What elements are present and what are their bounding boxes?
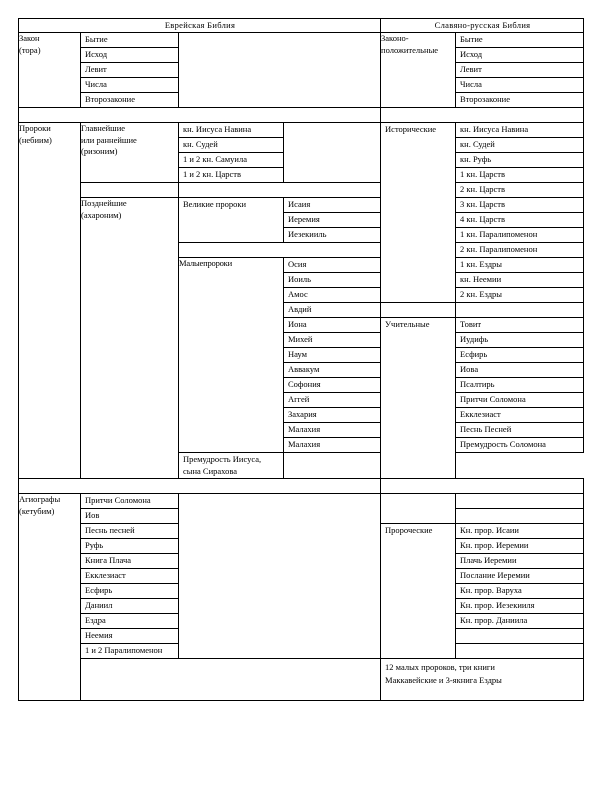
- cell-text: 1 и 2 кн. Самуила: [183, 154, 247, 165]
- inner-spacer: [81, 183, 179, 198]
- book-historical: [456, 213, 584, 228]
- book-law: [81, 33, 179, 48]
- book-hagiographa: [81, 584, 179, 599]
- cell-text: 2 кн. Паралипоменон: [460, 244, 538, 255]
- book-minor-prophets: [284, 348, 381, 363]
- cell-text: Есфирь: [85, 585, 113, 596]
- group-label-hagiographa: Агиографы (кетубим): [19, 494, 81, 701]
- cell-text: Левит: [460, 64, 482, 75]
- cell-text: Левит: [85, 64, 107, 75]
- group-label-former-prophets: Главнейшие или раннейшие (ризоним): [81, 123, 179, 183]
- bible-canon-comparison-table: [18, 18, 584, 701]
- book-minor-prophets: [284, 393, 381, 408]
- book-minor-prophets: [284, 318, 381, 333]
- table-row: [19, 198, 584, 213]
- group-label-legislative: Законо- положительные: [381, 33, 456, 108]
- inner-spacer: [179, 243, 381, 258]
- book-didactic: [456, 318, 584, 333]
- section-spacer-right: [381, 108, 584, 123]
- cell-text: Екклезиаст: [460, 409, 501, 420]
- book-didactic: [456, 348, 584, 363]
- cell-text: кн. Иисуса Навина: [460, 124, 529, 135]
- book-didactic: [456, 363, 584, 378]
- book-legislative: [456, 33, 584, 48]
- header-slavonic-bible: [381, 19, 584, 33]
- cell-text: Иудифь: [460, 334, 489, 345]
- header-hebrew-bible: [19, 19, 381, 33]
- prophetic-footnote: 12 малых пророков, три книги Маккавейские и 3-якнига Ездры: [381, 659, 584, 701]
- book-law: [81, 93, 179, 108]
- book-minor-prophets: [284, 258, 381, 273]
- table-row: [19, 19, 584, 33]
- cell-text: Захария: [288, 409, 317, 420]
- group-label-prophetic: [381, 524, 456, 659]
- book-law: [81, 78, 179, 93]
- book-prophetic: [456, 584, 584, 599]
- header-right-text: Славяно-русская Библия: [434, 20, 531, 30]
- cell-text: Бытие: [460, 34, 483, 45]
- book-hagiographa: [81, 494, 179, 509]
- book-minor-prophets: [284, 273, 381, 288]
- cell-text: Даниил: [85, 600, 113, 611]
- historical-label-text: Исторические: [385, 124, 437, 135]
- book-didactic: [456, 438, 584, 453]
- table-row: [19, 494, 584, 509]
- cell-text: кн. Руфь: [460, 154, 492, 165]
- cell-text: 1 кн. Паралипоменон: [460, 229, 538, 240]
- book-historical: [456, 198, 584, 213]
- book-hagiographa: [81, 614, 179, 629]
- cell-text: Михей: [288, 334, 313, 345]
- cell-text: Книга Плача: [85, 555, 132, 566]
- book-didactic: [456, 378, 584, 393]
- cell-text: 2 кн. Ездры: [460, 289, 503, 300]
- book-historical: [456, 153, 584, 168]
- book-legislative: [456, 48, 584, 63]
- prophetic-label-text: Пророческие: [385, 525, 433, 536]
- cell-text: Иоиль: [288, 274, 312, 285]
- table-row: [19, 108, 584, 123]
- book-minor-prophets: [284, 303, 381, 318]
- cell-text: Малахия: [288, 424, 321, 435]
- cell-text: Кн. прор. Исаии: [460, 525, 519, 536]
- book-didactic: [456, 333, 584, 348]
- cell-text: 1 кн. Царств: [460, 169, 505, 180]
- book-hagiographa: [81, 569, 179, 584]
- inner-spacer: [456, 303, 584, 318]
- empty-cell: [456, 644, 584, 659]
- book-minor-prophets: [284, 288, 381, 303]
- book-prophetic: [456, 599, 584, 614]
- cell-text: Числа: [460, 79, 482, 90]
- section-spacer-right: [381, 479, 584, 494]
- cell-text: Второзаконие: [85, 94, 135, 105]
- cell-text: кн. Неемии: [460, 274, 502, 285]
- inner-spacer: [381, 303, 456, 318]
- book-didactic: [456, 393, 584, 408]
- cell-text: Аввакум: [288, 364, 320, 375]
- empty-cell: [81, 659, 381, 701]
- group-label-law: Закон (тора): [19, 33, 81, 108]
- empty-cell: [456, 629, 584, 644]
- empty-cell: [456, 509, 584, 524]
- cell-text: Кн. прор. Даниила: [460, 615, 528, 626]
- cell-text: Второзаконие: [460, 94, 511, 105]
- cell-text: Иеремия: [288, 214, 320, 225]
- book-historical: [456, 138, 584, 153]
- book-former-prophets: [179, 153, 284, 168]
- book-major-prophets: [284, 228, 381, 243]
- table-row: [19, 659, 584, 701]
- major-prophets-label-text: Великие пророки: [183, 199, 247, 210]
- book-minor-prophets: [284, 438, 381, 453]
- group-label-prophets: Пророки (небиим): [19, 123, 81, 479]
- cell-text: Иезекииль: [288, 229, 327, 240]
- empty-cell: [179, 494, 381, 659]
- cell-text: Числа: [85, 79, 107, 90]
- cell-text: Кн. прор. Иезекииля: [460, 600, 535, 611]
- header-left-text: Еврейская Библия: [164, 20, 236, 30]
- inner-spacer: [179, 183, 381, 198]
- book-minor-prophets: [284, 378, 381, 393]
- book-hagiographa: [81, 629, 179, 644]
- minor-prophets-label-text: Малыепророки: [179, 258, 232, 269]
- cell-text: Осия: [288, 259, 307, 270]
- table-row: [19, 123, 584, 138]
- cell-text: Кн. прор. Иеремии: [460, 540, 529, 551]
- cell-text: Ездра: [85, 615, 106, 626]
- book-law: [81, 63, 179, 78]
- cell-text: 1 и 2 Паралипоменон: [85, 645, 163, 656]
- table-row: [19, 479, 584, 494]
- book-prophetic: [456, 539, 584, 554]
- book-historical: [456, 243, 584, 258]
- cell-text: Иов: [85, 510, 100, 521]
- cell-text: Есфирь: [460, 349, 488, 360]
- cell-text: Малахия: [288, 439, 321, 450]
- cell-text: Иона: [288, 319, 307, 330]
- cell-text: Премудрость Соломона: [460, 439, 546, 450]
- book-prophetic: [456, 524, 584, 539]
- cell-text: Премудрость Иисуса, сына Сирахова: [183, 454, 262, 476]
- cell-text: Исаия: [288, 199, 311, 210]
- cell-text: Притчи Соломона: [460, 394, 526, 405]
- cell-text: Кн. прор. Варуха: [460, 585, 522, 596]
- cell-text: 2 кн. Царств: [460, 184, 505, 195]
- cell-text: Товит: [460, 319, 482, 330]
- cell-text: Послание Иеремии: [460, 570, 530, 581]
- cell-text: Иова: [460, 364, 479, 375]
- book-major-prophets: [284, 213, 381, 228]
- cell-text: Псалтирь: [460, 379, 495, 390]
- group-label-major-prophets: [179, 198, 284, 243]
- cell-text: Песнь песней: [85, 525, 135, 536]
- empty-cell: [179, 33, 381, 108]
- empty-cell: [456, 494, 584, 509]
- book-historical: [456, 258, 584, 273]
- book-prophetic: [456, 569, 584, 584]
- cell-text: Амос: [288, 289, 308, 300]
- cell-text: Бытие: [85, 34, 108, 45]
- book-former-prophets: [179, 138, 284, 153]
- cell-text: Исход: [85, 49, 108, 60]
- cell-text: Екклезиаст: [85, 570, 126, 581]
- table-row: [19, 183, 584, 198]
- book-prophetic: [456, 614, 584, 629]
- cell-text: Софония: [288, 379, 321, 390]
- cell-text: Наум: [288, 349, 307, 360]
- empty-cell: [381, 494, 456, 524]
- cell-text: Плачь Иеремии: [460, 555, 517, 566]
- group-label-minor-prophets: [179, 258, 284, 453]
- book-historical: [456, 183, 584, 198]
- book-didactic: [179, 453, 284, 479]
- book-minor-prophets: [284, 423, 381, 438]
- group-label-didactic: [381, 318, 456, 479]
- cell-text: Аггей: [288, 394, 310, 405]
- book-major-prophets: [284, 198, 381, 213]
- book-historical: [456, 168, 584, 183]
- book-hagiographa: [81, 644, 179, 659]
- group-label-latter-prophets: Позднейшие (ахароним): [81, 198, 179, 479]
- book-minor-prophets: [284, 333, 381, 348]
- cell-text: 4 кн. Царств: [460, 214, 505, 225]
- book-historical: [456, 273, 584, 288]
- book-hagiographa: [81, 509, 179, 524]
- book-didactic: [456, 408, 584, 423]
- book-minor-prophets: [284, 363, 381, 378]
- book-prophetic: [456, 554, 584, 569]
- book-minor-prophets: [284, 408, 381, 423]
- cell-text: кн. Иисуса Навина: [183, 124, 252, 135]
- book-didactic: [456, 423, 584, 438]
- section-spacer-left: [19, 108, 381, 123]
- cell-text: кн. Судей: [183, 139, 218, 150]
- book-hagiographa: [81, 539, 179, 554]
- book-law: [81, 48, 179, 63]
- book-hagiographa: [81, 599, 179, 614]
- cell-text: 1 кн. Ездры: [460, 259, 503, 270]
- book-historical: [456, 288, 584, 303]
- book-historical: [456, 123, 584, 138]
- empty-cell: [284, 123, 381, 183]
- book-legislative: [456, 78, 584, 93]
- book-legislative: [456, 63, 584, 78]
- book-historical: [456, 228, 584, 243]
- book-former-prophets: [179, 168, 284, 183]
- book-hagiographa: [81, 554, 179, 569]
- table-row: [19, 33, 584, 48]
- cell-text: Неемия: [85, 630, 113, 641]
- didactic-label-text: Учительные: [385, 319, 430, 330]
- group-label-historical: [381, 123, 456, 303]
- cell-text: Авдий: [288, 304, 312, 315]
- cell-text: 1 и 2 кн. Царств: [183, 169, 242, 180]
- cell-text: Руфь: [85, 540, 104, 551]
- section-spacer-left: [19, 479, 381, 494]
- cell-text: Притчи Соломона: [85, 495, 151, 506]
- cell-text: Исход: [460, 49, 483, 60]
- cell-text: кн. Судей: [460, 139, 495, 150]
- book-legislative: [456, 93, 584, 108]
- book-former-prophets: [179, 123, 284, 138]
- book-hagiographa: [81, 524, 179, 539]
- cell-text: Песнь Песней: [460, 424, 512, 435]
- cell-text: 3 кн. Царств: [460, 199, 505, 210]
